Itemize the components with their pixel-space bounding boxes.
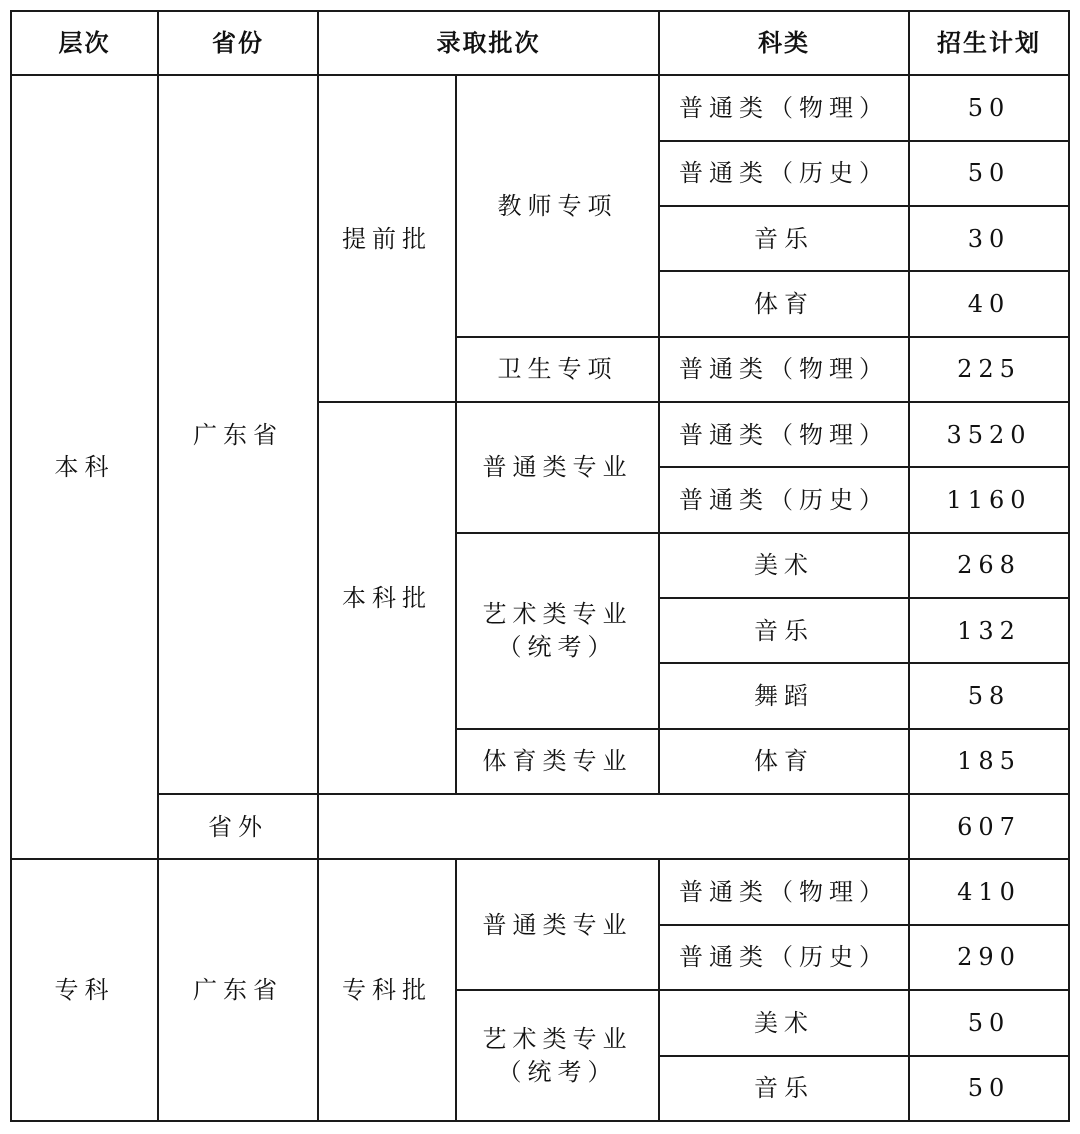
program-cell-health: 卫生专项 xyxy=(456,337,659,402)
table-row xyxy=(11,75,1069,140)
quota-cell: 40 xyxy=(909,271,1069,336)
quota-cell: 185 xyxy=(909,729,1069,794)
batch-cell-undergrad: 本科批 xyxy=(318,402,456,794)
quota-cell: 290 xyxy=(909,925,1069,990)
program-cell-sports: 体育类专业 xyxy=(456,729,659,794)
category-cell: 美术 xyxy=(659,533,909,598)
quota-cell: 58 xyxy=(909,663,1069,728)
category-cell: 普通类（历史） xyxy=(659,141,909,206)
program-art-junior-line1: 艺术类专业 xyxy=(482,1025,633,1054)
header-quota: 招生计划 xyxy=(909,11,1069,75)
province-cell-outside: 省外 xyxy=(158,794,318,859)
quota-cell: 132 xyxy=(909,598,1069,663)
quota-cell: 410 xyxy=(909,859,1069,924)
level-cell-junior: 专科 xyxy=(11,859,158,1121)
province-cell-guangdong-junior: 广东省 xyxy=(158,859,318,1121)
category-cell: 音乐 xyxy=(659,1056,909,1122)
empty-merged-cell xyxy=(318,794,909,859)
program-cell-general: 普通类专业 xyxy=(456,402,659,533)
header-province: 省份 xyxy=(158,11,318,75)
enrollment-plan-table xyxy=(10,10,1070,1122)
header-row xyxy=(11,11,1069,75)
batch-cell-junior: 专科批 xyxy=(318,859,456,1121)
program-art-line2: （统考） xyxy=(497,632,618,661)
quota-cell: 30 xyxy=(909,206,1069,271)
header-batch: 录取批次 xyxy=(318,11,659,75)
quota-cell: 3520 xyxy=(909,402,1069,467)
program-cell-art-junior xyxy=(456,990,659,1121)
program-cell-general-junior: 普通类专业 xyxy=(456,859,659,990)
quota-cell: 268 xyxy=(909,533,1069,598)
quota-cell: 225 xyxy=(909,337,1069,402)
category-cell: 体育 xyxy=(659,729,909,794)
category-cell: 舞蹈 xyxy=(659,663,909,728)
quota-cell: 1160 xyxy=(909,467,1069,532)
category-cell: 普通类（历史） xyxy=(659,467,909,532)
quota-cell: 50 xyxy=(909,1056,1069,1122)
quota-cell: 50 xyxy=(909,75,1069,140)
program-cell-art xyxy=(456,533,659,729)
category-cell: 普通类（物理） xyxy=(659,859,909,924)
quota-cell: 50 xyxy=(909,990,1069,1055)
category-cell: 普通类（历史） xyxy=(659,925,909,990)
category-cell: 普通类（物理） xyxy=(659,75,909,140)
category-cell: 美术 xyxy=(659,990,909,1055)
category-cell: 普通类（物理） xyxy=(659,337,909,402)
category-cell: 体育 xyxy=(659,271,909,336)
table-row xyxy=(11,794,1069,859)
province-cell-guangdong: 广东省 xyxy=(158,75,318,794)
category-cell: 普通类（物理） xyxy=(659,402,909,467)
quota-cell: 50 xyxy=(909,141,1069,206)
quota-cell: 607 xyxy=(909,794,1069,859)
category-cell: 音乐 xyxy=(659,206,909,271)
table-row xyxy=(11,859,1069,924)
program-art-line1: 艺术类专业 xyxy=(482,600,633,629)
header-category: 科类 xyxy=(659,11,909,75)
header-level: 层次 xyxy=(11,11,158,75)
category-cell: 音乐 xyxy=(659,598,909,663)
batch-cell-early: 提前批 xyxy=(318,75,456,402)
program-art-junior-line2: （统考） xyxy=(497,1057,618,1086)
level-cell-undergrad: 本科 xyxy=(11,75,158,859)
program-cell-teacher: 教师专项 xyxy=(456,75,659,336)
